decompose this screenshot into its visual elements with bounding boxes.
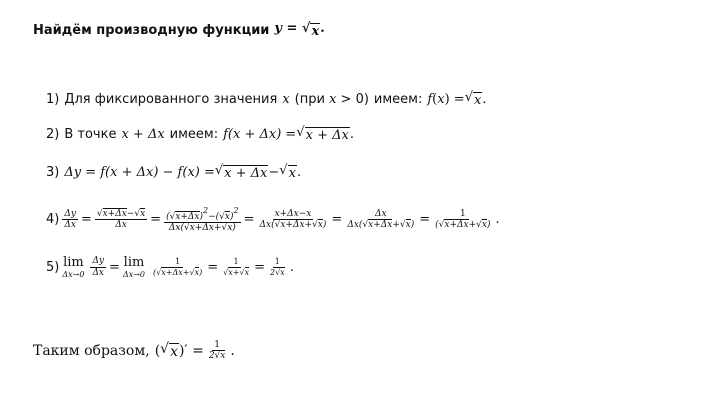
step-5 bbox=[46, 255, 294, 279]
step-4-expr: $\frac{\Delta y}{\Delta x}$ = $\frac{√x+\Delta x-√x}{\Delta x}$ = $\frac{(√x+\Delta x)^2-(√x)^2}{\Delta x(√x+\Delta x+√x)}$ = $\frac{x+\Delta x-x}{\Delta x(√x+\Delta x+√x)}$ = $\frac{\Delta x}{\Delta x(√x+\Delta x+√x)}$ = $\frac{1}{(√x+\Delta x+√x)}$ . bbox=[64, 206, 500, 234]
step-3-number: 3) bbox=[46, 164, 60, 180]
step-4-number: 4) bbox=[46, 212, 60, 228]
step-4 bbox=[46, 206, 500, 234]
step-5-number: 5) bbox=[46, 259, 60, 275]
step-2-have: имеем: bbox=[169, 126, 219, 142]
step-1-expr: f bbox=[427, 91, 433, 107]
slide-title bbox=[33, 21, 325, 39]
step-2: 2) В точке x + Δx имеем: f(x + Δx) = √ x + Δx . bbox=[46, 125, 354, 143]
step-3-expr: Δy = f(x + Δx) − f(x) = bbox=[64, 164, 215, 180]
step-2-text: В точке bbox=[64, 126, 117, 142]
step-5-expr: lim Δx→0 $\frac{\Delta y}{\Delta x}$ = lim Δx→0 $\frac{1}{(√x+\Delta x+√x)}$ = $\frac{1}{√x+√x}$ = $\frac{1}{2√x}$ . bbox=[62, 255, 294, 279]
step-3: 3) Δy = f(x + Δx) − f(x) = √ x + Δx − √ x . bbox=[46, 163, 302, 181]
conclusion bbox=[33, 340, 235, 362]
step-1-text: Для фиксированного значения bbox=[64, 91, 278, 107]
conclusion-text: Таким образом, bbox=[33, 342, 150, 359]
step-1-cond: (при x > 0) bbox=[294, 91, 369, 107]
title-function: y = √ x . bbox=[274, 21, 325, 39]
step-2-point: x + Δx bbox=[121, 126, 165, 142]
step-1-have: имеем: bbox=[373, 91, 423, 107]
step-1-number: 1) bbox=[46, 91, 60, 107]
step-1: 1) Для фиксированного значения x (при x > 0) имеем: f ( x ) = √ x . bbox=[46, 90, 487, 108]
step-2-expr: f(x + Δx) = bbox=[223, 126, 297, 142]
step-1-var: x bbox=[282, 91, 290, 107]
conclusion-expr: ( √ x )′ = $\frac{1}{2√x}$ . bbox=[154, 340, 235, 362]
step-2-number: 2) bbox=[46, 126, 60, 142]
title-text: Найдём производную функции bbox=[33, 22, 270, 38]
